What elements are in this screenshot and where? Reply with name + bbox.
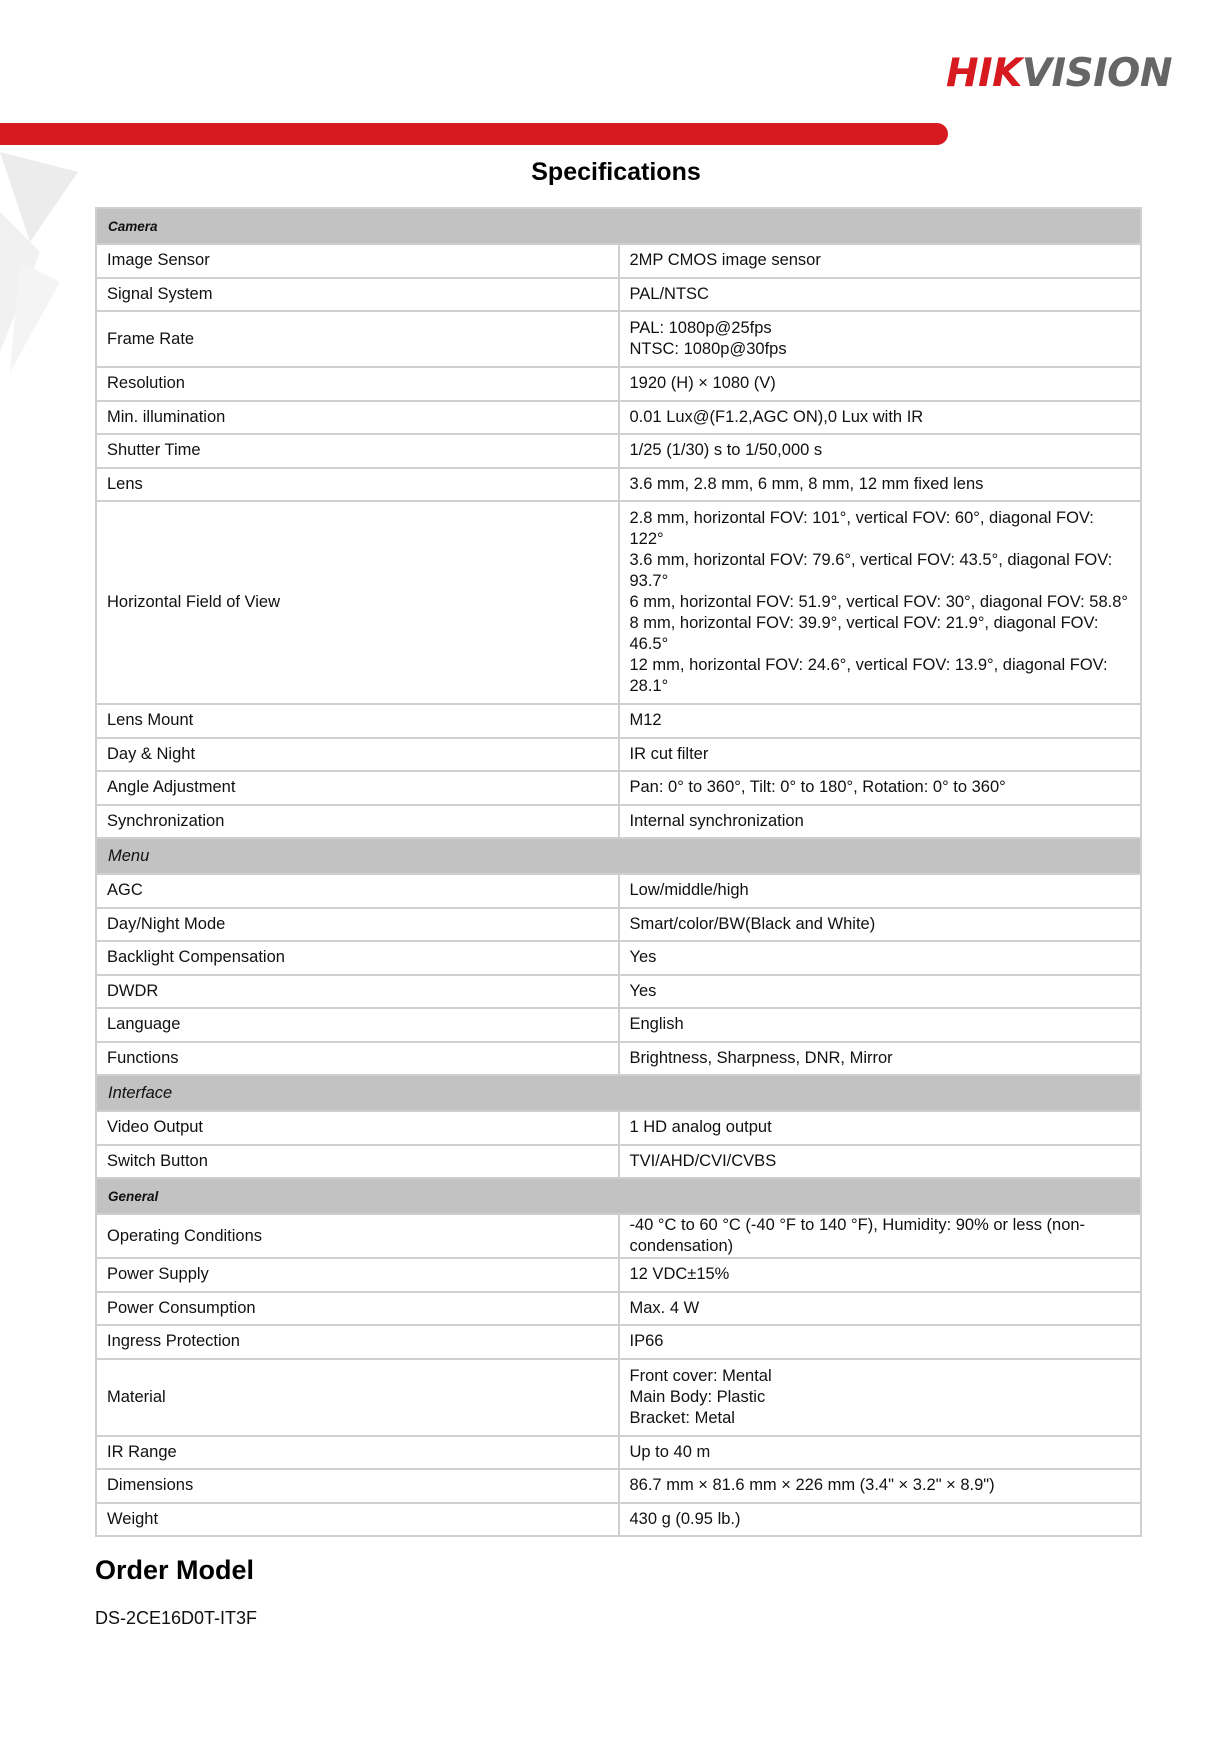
spec-row xyxy=(96,805,1141,839)
spec-row xyxy=(96,1436,1141,1470)
spec-value: Low/middle/high xyxy=(619,874,1142,908)
spec-value: 430 g (0.95 lb.) xyxy=(619,1503,1142,1537)
spec-row xyxy=(96,771,1141,805)
header-red-bar xyxy=(0,123,948,145)
logo-part-vision: VISION xyxy=(1021,51,1172,96)
spec-row xyxy=(96,1042,1141,1076)
spec-label: Power Consumption xyxy=(96,1292,619,1326)
order-model-number: DS-2CE16D0T-IT3F xyxy=(95,1608,258,1628)
spec-row xyxy=(96,468,1141,502)
spec-value: 1920 (H) × 1080 (V) xyxy=(619,367,1142,401)
spec-row xyxy=(96,311,1141,367)
spec-value: M12 xyxy=(619,704,1142,738)
spec-label: Signal System xyxy=(96,278,619,312)
spec-row xyxy=(96,501,1141,704)
spec-value: 3.6 mm, 2.8 mm, 6 mm, 8 mm, 12 mm fixed lens xyxy=(619,468,1142,502)
section-header: Menu xyxy=(96,838,1141,874)
spec-row xyxy=(96,1503,1141,1537)
section-row-general xyxy=(96,1178,1141,1214)
spec-label: Angle Adjustment xyxy=(96,771,619,805)
spec-label: AGC xyxy=(96,874,619,908)
spec-value: PAL/NTSC xyxy=(619,278,1142,312)
spec-label: Backlight Compensation xyxy=(96,941,619,975)
spec-label: Material xyxy=(96,1359,619,1436)
spec-label: Min. illumination xyxy=(96,401,619,435)
spec-table xyxy=(95,207,1142,1537)
spec-row xyxy=(96,1008,1141,1042)
spec-label: Lens Mount xyxy=(96,704,619,738)
spec-label: IR Range xyxy=(96,1436,619,1470)
spec-label: Synchronization xyxy=(96,805,619,839)
spec-value: PAL: 1080p@25fps NTSC: 1080p@30fps xyxy=(619,311,1142,367)
spec-value: -40 °C to 60 °C (-40 °F to 140 °F), Humidity: 90% or less (non-condensation) xyxy=(619,1214,1142,1258)
spec-label: Day & Night xyxy=(96,738,619,772)
spec-value: TVI/AHD/CVI/CVBS xyxy=(619,1145,1142,1179)
spec-row xyxy=(96,1325,1141,1359)
spec-row xyxy=(96,1145,1141,1179)
spec-label: Ingress Protection xyxy=(96,1325,619,1359)
spec-label: Lens xyxy=(96,468,619,502)
hikvision-logo xyxy=(946,52,1176,96)
spec-row xyxy=(96,401,1141,435)
spec-label: Weight xyxy=(96,1503,619,1537)
spec-label: Image Sensor xyxy=(96,244,619,278)
spec-label: Frame Rate xyxy=(96,311,619,367)
spec-value: 0.01 Lux@(F1.2,AGC ON),0 Lux with IR xyxy=(619,401,1142,435)
spec-label: DWDR xyxy=(96,975,619,1009)
spec-row xyxy=(96,1214,1141,1258)
spec-value: Yes xyxy=(619,975,1142,1009)
section-row-menu xyxy=(96,838,1141,874)
section-header: Camera xyxy=(96,208,1141,244)
spec-row xyxy=(96,1258,1141,1292)
order-model-heading: Order Model xyxy=(95,1555,255,1585)
spec-label: Operating Conditions xyxy=(96,1214,619,1258)
section-row-camera xyxy=(96,208,1141,244)
spec-label: Resolution xyxy=(96,367,619,401)
spec-value: IP66 xyxy=(619,1325,1142,1359)
spec-value: Max. 4 W xyxy=(619,1292,1142,1326)
spec-row xyxy=(96,1292,1141,1326)
spec-row xyxy=(96,908,1141,942)
spec-value: Brightness, Sharpness, DNR, Mirror xyxy=(619,1042,1142,1076)
page-title: Specifications xyxy=(531,158,701,186)
section-header: General xyxy=(96,1178,1141,1214)
spec-value: 86.7 mm × 81.6 mm × 226 mm (3.4" × 3.2" × 8.9") xyxy=(619,1469,1142,1503)
spec-value: Internal synchronization xyxy=(619,805,1142,839)
spec-row xyxy=(96,874,1141,908)
spec-value: 1 HD analog output xyxy=(619,1111,1142,1145)
spec-label: Day/Night Mode xyxy=(96,908,619,942)
section-header: Interface xyxy=(96,1075,1141,1111)
spec-row xyxy=(96,941,1141,975)
spec-label: Video Output xyxy=(96,1111,619,1145)
spec-value: 2MP CMOS image sensor xyxy=(619,244,1142,278)
spec-label: Dimensions xyxy=(96,1469,619,1503)
spec-value: English xyxy=(619,1008,1142,1042)
spec-row xyxy=(96,278,1141,312)
spec-row xyxy=(96,244,1141,278)
spec-value: Front cover: Mental Main Body: Plastic Bracket: Metal xyxy=(619,1359,1142,1436)
spec-value: IR cut filter xyxy=(619,738,1142,772)
spec-value: 12 VDC±15% xyxy=(619,1258,1142,1292)
spec-label: Switch Button xyxy=(96,1145,619,1179)
spec-row xyxy=(96,975,1141,1009)
spec-value: Pan: 0° to 360°, Tilt: 0° to 180°, Rotation: 0° to 360° xyxy=(619,771,1142,805)
spec-row xyxy=(96,1469,1141,1503)
spec-value: Smart/color/BW(Black and White) xyxy=(619,908,1142,942)
spec-row xyxy=(96,738,1141,772)
spec-row xyxy=(96,367,1141,401)
spec-row xyxy=(96,704,1141,738)
spec-label: Power Supply xyxy=(96,1258,619,1292)
spec-value: Yes xyxy=(619,941,1142,975)
spec-row xyxy=(96,1111,1141,1145)
spec-label: Horizontal Field of View xyxy=(96,501,619,704)
spec-value: 1/25 (1/30) s to 1/50,000 s xyxy=(619,434,1142,468)
spec-label: Shutter Time xyxy=(96,434,619,468)
spec-value: 2.8 mm, horizontal FOV: 101°, vertical FOV: 60°, diagonal FOV: 122° 3.6 mm, horizontal FOV: 79.6°, vertical FOV: 43.5°, diagonal FOV: 93.7° 6 mm, horizontal FOV: 51.9°, vertical FOV: 30°, diagonal FOV: 58.8° 8 mm, horizontal FOV: 39.9°, vertical FOV: 21.9°, diagonal FOV: 46.5° 12 mm, horizontal FOV: 24.6°, vertical FOV: 13.9°, diagonal FOV: 28.1° xyxy=(619,501,1142,704)
section-row-interface xyxy=(96,1075,1141,1111)
spec-label: Language xyxy=(96,1008,619,1042)
spec-row xyxy=(96,1359,1141,1436)
spec-label: Functions xyxy=(96,1042,619,1076)
logo-part-hik: HIK xyxy=(946,51,1022,96)
spec-row xyxy=(96,434,1141,468)
spec-value: Up to 40 m xyxy=(619,1436,1142,1470)
